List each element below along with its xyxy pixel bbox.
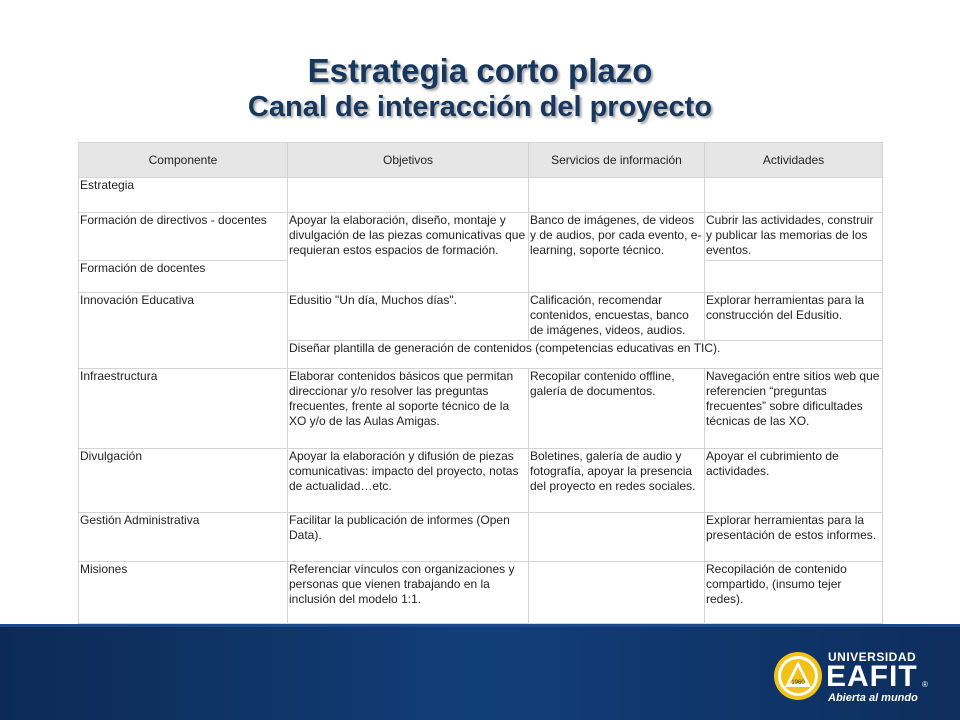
cell-componente: Misiones xyxy=(79,562,288,624)
title-sub: Canal de interacción del proyecto xyxy=(247,91,713,123)
cell-actividades: Explorar herramientas para la construcción del Edusitio. xyxy=(705,293,883,341)
cell-servicios: Calificación, recomendar contenidos, encuestas, banco de imágenes, videos, audios. xyxy=(529,293,705,341)
logo-name: EAFIT xyxy=(826,660,918,693)
table-row xyxy=(79,449,883,513)
cell-objetivos: Referenciar vínculos con organizaciones y personas que vienen trabajando en la inclusión del modelo 1:1. xyxy=(288,562,529,624)
header-actividades: Actividades xyxy=(705,143,883,178)
cell-actividades: Recopilación de contenido compartido, (insumo tejer redes). xyxy=(705,562,883,624)
cell-objetivos: Facilitar la publicación de informes (Open Data). xyxy=(288,513,529,562)
logo-universidad: UNIVERSIDAD xyxy=(828,650,917,664)
cell-objetivos xyxy=(288,178,529,213)
table-row xyxy=(79,513,883,562)
cell-componente: Formación de directivos - docentes xyxy=(79,213,288,261)
emblem-year: 1960 xyxy=(791,680,805,686)
table-header-row xyxy=(79,143,883,178)
cell-actividades xyxy=(705,261,883,293)
cell-actividades: Navegación entre sitios web que referencien “preguntas frecuentes” sobre dificultades técnicas de las XO. xyxy=(705,369,883,449)
cell-actividades xyxy=(705,178,883,213)
header-componente: Componente xyxy=(79,143,288,178)
cell-actividades: Apoyar el cubrimiento de actividades. xyxy=(705,449,883,513)
table-row xyxy=(79,562,883,624)
cell-servicios xyxy=(529,178,705,213)
table-row xyxy=(79,213,883,261)
cell-componente: Gestión Administrativa xyxy=(79,513,288,562)
header-objetivos: Objetivos xyxy=(288,143,529,178)
cell-componente: Divulgación xyxy=(79,449,288,513)
cell-servicios xyxy=(529,513,705,562)
cell-componente: Estrategia xyxy=(79,178,288,213)
header-servicios: Servicios de información xyxy=(529,143,705,178)
cell-servicios xyxy=(529,562,705,624)
cell-objetivos: Edusitio "Un día, Muchos días". xyxy=(288,293,529,341)
table-row xyxy=(79,369,883,449)
logo-slogan: Abierta al mundo xyxy=(828,692,918,704)
cell-span-plantilla: Diseñar plantilla de generación de contenidos (competencias educativas en TIC). xyxy=(288,341,883,369)
cell-componente: Formación de docentes xyxy=(79,261,288,293)
cell-servicios: Banco de imágenes, de videos y de audios, por cada evento, e-learning, soporte técnico. xyxy=(529,213,705,293)
strategy-table xyxy=(78,142,883,624)
eafit-logo xyxy=(772,650,932,706)
slide-title xyxy=(0,52,960,124)
title-main: Estrategia corto plazo xyxy=(307,52,653,89)
table-row xyxy=(79,293,883,341)
table-row xyxy=(79,178,883,213)
cell-actividades: Explorar herramientas para la presentación de estos informes. xyxy=(705,513,883,562)
cell-actividades: Cubrir las actividades, construir y publicar las memorias de los eventos. xyxy=(705,213,883,261)
cell-objetivos: Elaborar contenidos básicos que permitan direccionar y/o resolver las preguntas frecuentes, frente al soporte técnico de la XO y/o de las Aulas Amigas. xyxy=(288,369,529,449)
logo-registered: ® xyxy=(922,680,928,689)
cell-objetivos: Apoyar la elaboración y difusión de piezas comunicativas: impacto del proyecto, notas de actualidad…etc. xyxy=(288,449,529,513)
cell-componente: Infraestructura xyxy=(79,369,288,449)
cell-servicios: Recopilar contenido offline, galería de documentos. xyxy=(529,369,705,449)
cell-objetivos: Apoyar la elaboración, diseño, montaje y divulgación de las piezas comunicativas que requieran estos espacios de formación. xyxy=(288,213,529,293)
cell-componente: Innovación Educativa xyxy=(79,293,288,369)
footer-divider xyxy=(0,624,960,627)
eafit-emblem-icon xyxy=(772,650,824,702)
cell-servicios: Boletines, galería de audio y fotografía, apoyar la presencia del proyecto en redes sociales. xyxy=(529,449,705,513)
